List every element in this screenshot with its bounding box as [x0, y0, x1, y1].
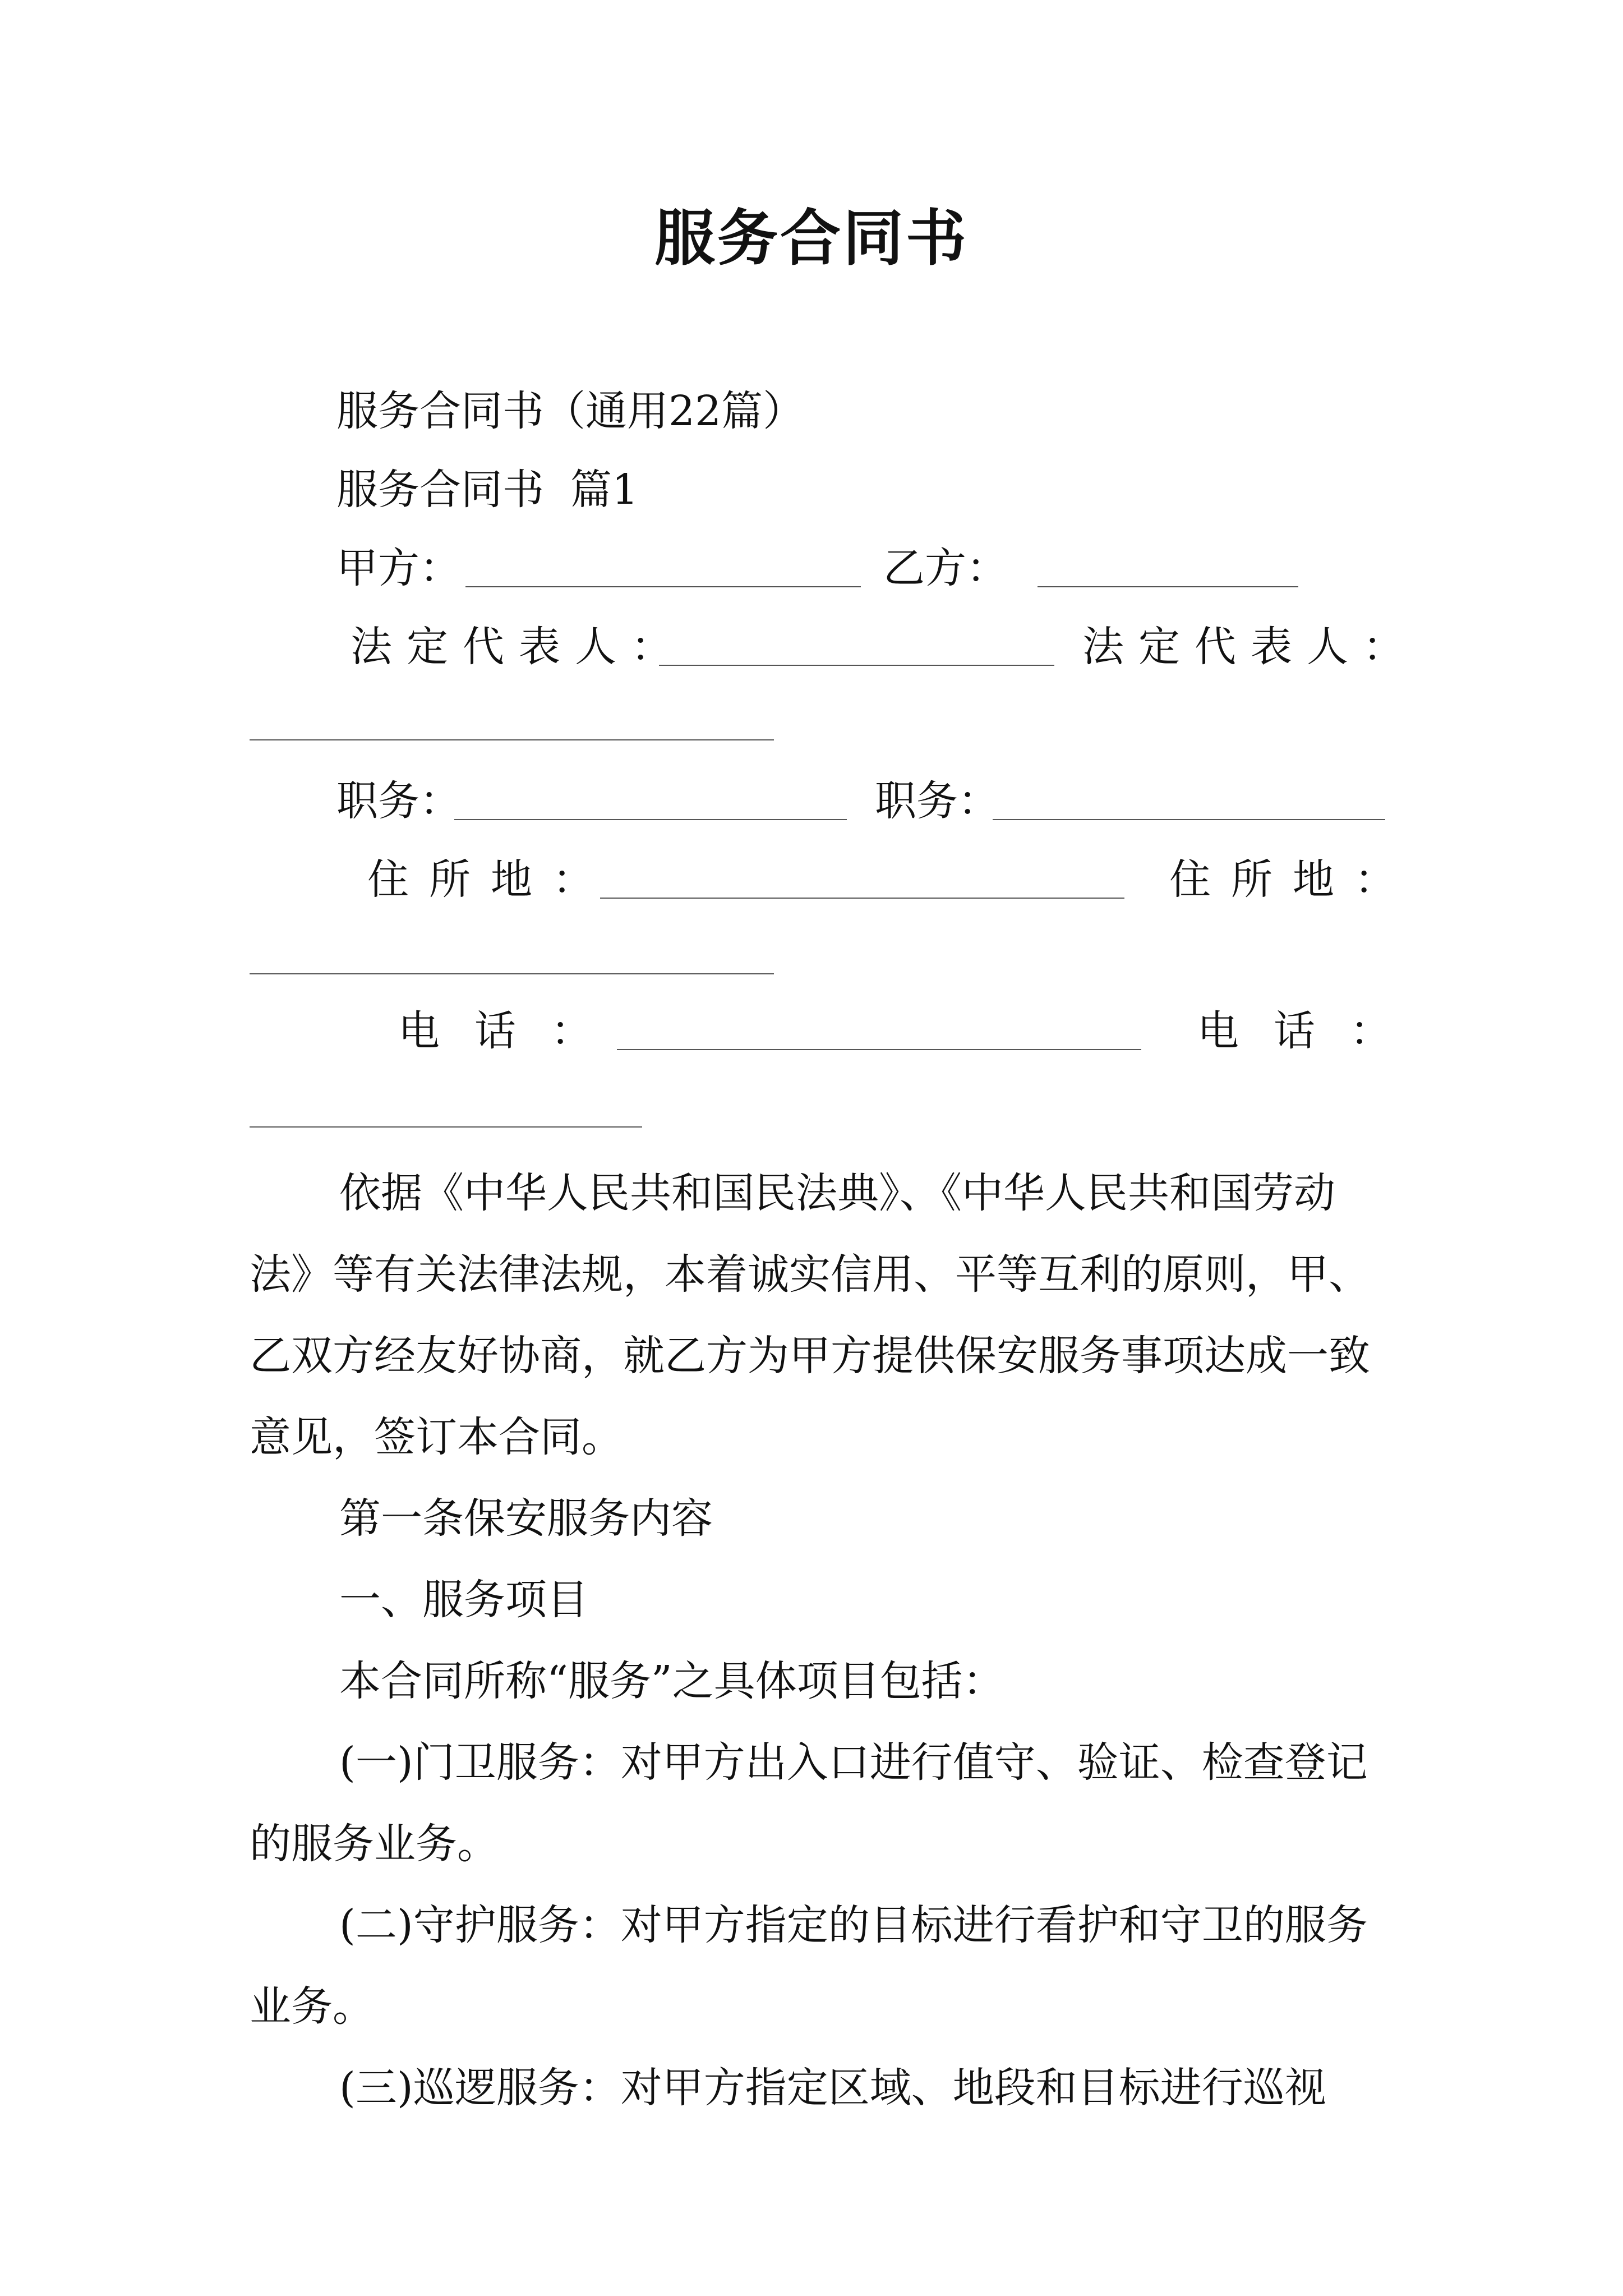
- service-item-3: (三)巡逻服务：对甲方指定区域、地段和目标进行巡视: [339, 2064, 1326, 2112]
- party-b-label: 乙方：: [883, 544, 1008, 592]
- legal-rep-a-blank: [659, 665, 1054, 666]
- part-heading: 服务合同书 篇1: [336, 466, 639, 514]
- body-text: [250, 1153, 1388, 2129]
- position-b-blank: [993, 819, 1385, 820]
- phone-b-label: 电话：: [1197, 1007, 1426, 1055]
- party-a-label: 甲方：: [336, 544, 461, 592]
- article-1-heading: 第一条保安服务内容: [339, 1494, 713, 1543]
- position-a-blank: [454, 819, 847, 820]
- position-b-label: 职务：: [875, 777, 999, 825]
- party-a-blank: [465, 586, 861, 587]
- phone-b-blank: [250, 1126, 642, 1128]
- legal-rep-b-blank: [250, 739, 774, 740]
- position-a-label: 职务：: [336, 777, 461, 825]
- intro-paragraph: 依据《中华人民共和国民法典》、《中华人民共和国劳动法》等有关法律法规，本着诚实信用、平等互利的原则，甲、乙双方经友好协商，就乙方为甲方提供保安服务事项达成一致意见，签订本合同。: [250, 1169, 1370, 1461]
- phone-a-blank: [617, 1049, 1141, 1050]
- service-item-2: (二)守护服务：对甲方指定的目标进行看护和守卫的服务业务。: [250, 1901, 1368, 2031]
- address-a-label: 住所地：: [367, 855, 614, 904]
- legal-rep-a-label: 法定代表人：: [351, 623, 687, 671]
- section-1-heading: 一、服务项目: [339, 1576, 588, 1624]
- services-intro: 本合同所称“服务”之具体项目包括：: [339, 1657, 1004, 1705]
- phone-a-label: 电话：: [398, 1007, 627, 1055]
- service-item-1: (一)门卫服务：对甲方出入口进行值守、验证、检查登记的服务业务。: [250, 1738, 1368, 1868]
- document-subtitle: 服务合同书（通用22篇）: [336, 387, 805, 435]
- legal-rep-b-label: 法定代表人：: [1082, 623, 1419, 671]
- address-b-blank: [250, 973, 774, 974]
- address-b-label: 住所地：: [1169, 855, 1416, 904]
- address-a-blank: [600, 898, 1124, 899]
- party-b-blank: [1038, 586, 1298, 587]
- document-title: 服务合同书: [654, 203, 969, 274]
